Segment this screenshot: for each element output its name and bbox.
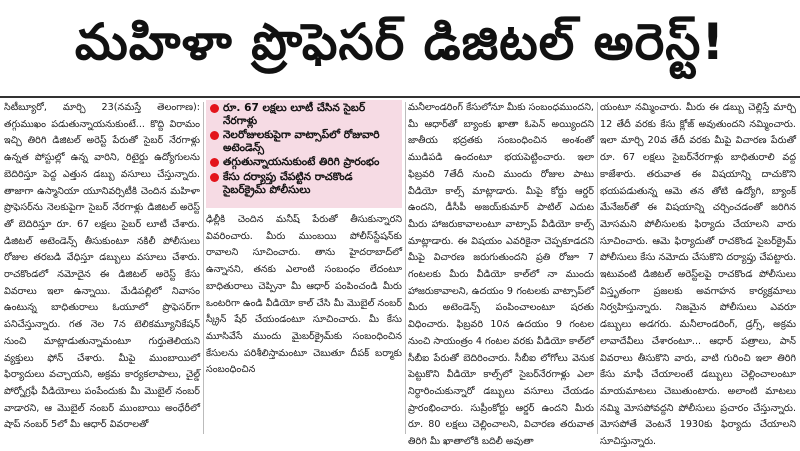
headline-rule <box>0 96 800 98</box>
column-divider <box>597 102 598 434</box>
column-3-text: మనీలాండరింగ్ కేసులోనూ మీకు సంబంధముందని, మీ ఆధార్‌తో బ్యాంకు ఖాతా ఓపెన్ అయ్యిందని జాతీయ భద్రతకు సంబంధించిన అంశంతో ముడిపడి ఉందంటూ భయపెట్టించారు. ఇలా ఫిబ్రవరి 7తేదీ నుంచి ముందు రోజుల పాటు వీడియో కాల్స్ మాట్లాడారు. మీపై కోర్టు ఆర్డర్ ఉందని, డీసీపీ అజయ్‌కుమార్ పాటిల్ ఎదుట మీరు హాజరుకావాలంటూ వాట్సాప్ వీడియో కాల్స్ మాట్లాడారు. ఈ విషయం ఎవరికైనా చెప్పకూడదని మీపై విచారణ జరుగుతుందని ప్రతి రోజూ 7 గంటలకు మీరు వీడియో కాల్‌లో నా ముందు హాజరుకావాలని, ఉదయం 9 గంటలకు వాట్సాప్‌లో మీరు అటెండెన్స్ పంపించాలంటూ షరతు విధించారు. ఫిబ్రవరి 10న ఉదయం 9 గంటల నుంచి సాయంత్రం 4 గంటల వరకు వీడియో కాల్‌లో సీబీఐ పేరుతో బెదిరించారు. సీబీఐ లోగోలు వెనుక పెట్టుకొని వీడియో కాల్స్‌లో సైబర్‌నేరగాళ్లు ఎలా నిర్ధారించుకున్నారో డబ్బులు వసూలు చేయడం ప్రారంభించారు. సుప్రీంకోర్టు ఆర్డర్ ఉందని మీరు రూ. 80 లక్షలు చెల్లించాలని, విచారణ తరువాత తిరిగి మీ ఖాతాలోకి బదిలీ అవుతా <box>408 102 594 448</box>
highlight-item <box>210 156 398 169</box>
highlight-box <box>206 100 402 208</box>
highlight-item <box>210 171 398 196</box>
red-bullet-icon <box>210 131 219 140</box>
column-3 <box>408 100 594 448</box>
highlight-item <box>210 129 398 154</box>
column-4-text: యంటూ నమ్మించారు. మీరు ఈ డబ్బు చెల్లిస్తే మార్చి 12 తేదీ వరకు కేసు క్లోజ్ అవుతుందని నమ్మించారు. ఇలా మార్చి 20వ తేదీ వరకు మీపై విచారణ పేరుతో రూ. 67 లక్షలు సైబర్‌నేరగాళ్లు బాధితురాలి వద్ద కాజేశారు. తరువాత ఈ విషయాన్ని దాచుకొని భయపడుతున్న ఆమె తన తోటి ఉద్యోగి, బ్యాంక్ మేనేజర్‌తో ఈ విషయాన్ని చర్చించడంతో జరిగిన మోసమని పోలీసులకు ఫిర్యాదు చేయాలని వారు సూచించారు. ఆమె ఫిర్యాదుతో రాచకొండ సైబర్‌క్రైమ్ పోలీసులు కేసు నమోదు చేసుకొని దర్యాప్తు చేపట్టారు. ఇటువంటి డిజిటల్ అరెస్ట్‌లపై రాచకొండ పోలీసులు విస్తృతంగా ప్రజలకు అవగాహన కార్యక్రమాలు నిర్వహిస్తున్నారు. నిజమైన పోలీసులు ఎవరూ డబ్బులు అడగరు. మనీలాండరింగ్, డ్రగ్స్, అక్రమ లావాదేవీలు చేశారంటూ... ఆధార్ పత్రాలు, పాన్ వివరాలు తీసుకొని వారు, వాటి గురించి ఇలా తిరిగి కేసు మాఫీ చేయాలంటే డబ్బులు చెల్లించాలంటూ మాయమాటలు చెబుతుంటారు. అలాంటి మాటలు నమ్మి మోసపోవద్దని పోలీసులు ప్రచారం చేస్తున్నారు. మోసపోతే వెంటనే 1930కు ఫిర్యాదు చేయాలని సూచిస్తున్నారు. <box>600 102 796 448</box>
column-2 <box>206 212 402 436</box>
red-bullet-icon <box>210 173 219 182</box>
highlight-text: తగ్గుతున్నాయనుకుంటే తిరిగి ప్రారంభం <box>223 156 380 169</box>
headline: మహిళా ప్రొఫెసర్ డిజిటల్ అరెస్ట్! <box>74 12 726 71</box>
highlight-text: నెలరోజులకుపైగా వాట్సాప్‌లో రోజువారి అటెండెన్స్ <box>223 129 380 154</box>
highlight-text: కేసు దర్యాప్తు చేపట్టిన రాచకొండ సైబర్‌క్రైమ్ పోలీసులు <box>223 170 353 196</box>
column-2-text: ఢిల్లీకి చెందిన మనీష్ పేరుతో తీసుకున్నారని వివరించారు. మీరు ముంబయి పోలీస్‌స్టేషన్‌కు రావాలని సూచించారు. తాను హైదరాబాద్‌లో ఉన్నానని, తనకు ఎలాంటి సంబంధం లేదంటూ బాధితురాలు చెప్పినా మీ ఆధార్ పంపించండి మీరు ఒంటరిగా ఉండి వీడియో కాల్ చేసి మీ మొబైల్ నంబర్ స్క్రీన్ షేర్ చేయండంటూ సూచించారు. మీ కేసు మూసివేసే ముందు మైబర్‌క్రైమ్‌కు సంబంధించిన కేసులను పరిశీలిస్తామంటూ చెబుతూ దీపక్ బర్మాకు సంబంధించిన <box>206 214 402 376</box>
column-divider <box>405 102 406 434</box>
column-1-text: సిటీబ్యూరో, మార్చి 23(నమస్తే తెలంగాణ): తగ్గుముఖం పడుతున్నాయనుకుంటే... కొద్ది విరామం ఇచ్చి తిరిగి డిజిటల్ అరెస్ట్ పేరుతో సైబర్ నేరగాళ్లు ఉన్నత పోస్టుల్లో ఉన్న వారిని, రిటైర్డు ఉద్యోగులను బెదిరిస్తూ పెద్ద ఎత్తున డబ్బు వసూలు చేస్తున్నారు. తాజాగా ఉస్మానియా యూనివర్సిటీకి చెందిన మహిళా ప్రొఫెసర్‌ను నెలకుపైగా సైబర్ నేరగాళ్లు డిజిటల్ అరెస్ట్ తో బెదిరిస్తూ రూ. 67 లక్షలు సైబర్ లూటీ చేశారు. డిజిటల్ అటెండెన్స్ తీసుకుంటూ నకిలీ పోలీసులు రోజుల తరబడి వేధిస్తూ డబ్బులు వసూలు చేశారు. రాచకొండలో నమోదైన ఈ డిజిటల్ అరెస్ట్ కేసు వివరాలు ఇలా ఉన్నాయి. మేడిపల్లిలో నివాసం ఉంటున్న బాధితురాలు ఓయూలో ప్రొఫెసర్‌గా పనిచేస్తున్నారు. గత నెల 7న టెలికమ్యూనికేషన్ నుంచి మాట్లాడుతున్నామంటూ గుర్తుతెలియని వ్యక్తులు ఫోన్ చేశారు. మీపై ముంబాయిలో ఫిర్యాదులు వచ్చాయని, అక్రమ కార్యకలాపాలు, చైల్డ్ పోర్నోగ్రఫీ వీడియోలు పంపేందుకు మీ మొబైల్ నంబర్ వాడారని, ఆ మొబైల్ నంబర్ ముంబాయి అంధేరీలో షాప్ నంబర్ 5లో మీ ఆధార్ వివరాలతో <box>4 102 200 431</box>
column-divider <box>203 102 204 434</box>
column-4 <box>600 100 796 448</box>
red-bullet-icon <box>210 104 219 113</box>
article-body <box>4 100 796 448</box>
column-1 <box>4 100 200 436</box>
highlight-text: రూ. 67 లక్షలు లూటీ చేసిన సైబర్ నేరగాళ్లు <box>223 102 366 127</box>
highlight-item <box>210 102 398 127</box>
red-bullet-icon <box>210 158 219 167</box>
